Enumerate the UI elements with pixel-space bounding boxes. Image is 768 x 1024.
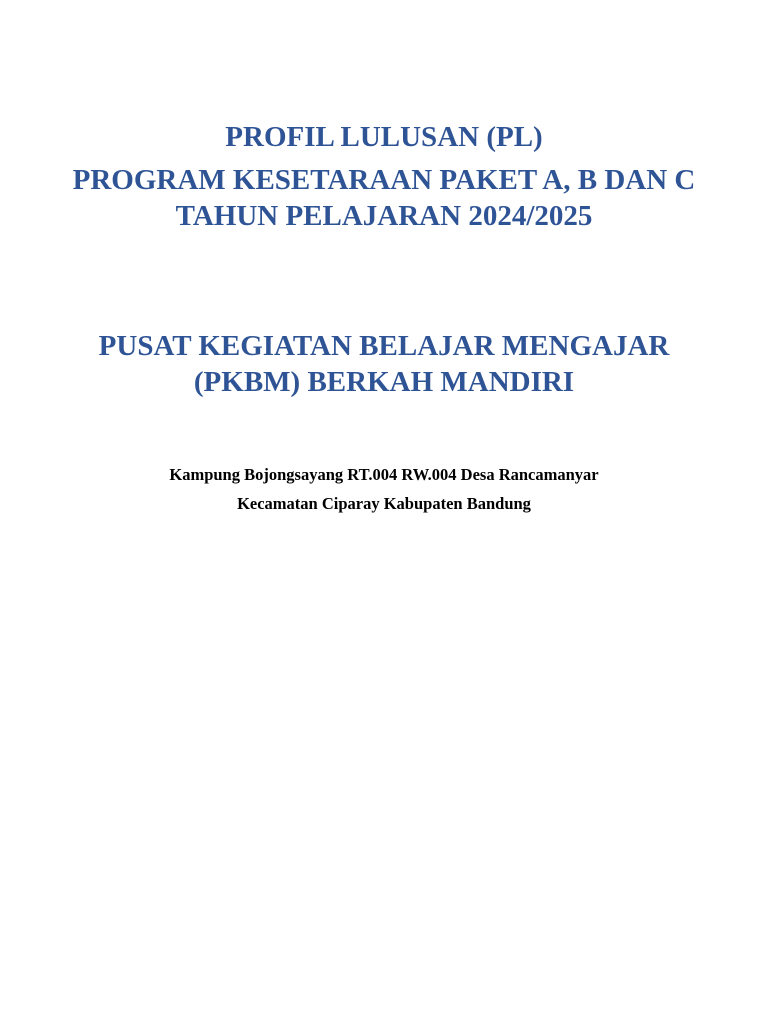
title-line-2: PROGRAM KESETARAAN PAKET A, B DAN C — [72, 164, 696, 196]
document-title — [0, 118, 768, 156]
address-line-1: Kampung Bojongsayang RT.004 RW.004 Desa Rancamanyar — [169, 465, 599, 484]
institution-heading — [0, 328, 768, 400]
address-block — [0, 460, 768, 518]
title-line-3: TAHUN PELAJARAN 2024/2025 — [175, 200, 593, 232]
address-line-2: Kecamatan Ciparay Kabupaten Bandung — [237, 494, 531, 513]
institution-line-2: (PKBM) BERKAH MANDIRI — [193, 366, 575, 398]
institution-line-1: PUSAT KEGIATAN BELAJAR MENGAJAR — [98, 330, 670, 362]
program-heading — [0, 162, 768, 234]
title-line-1: PROFIL LULUSAN (PL) — [225, 121, 543, 153]
